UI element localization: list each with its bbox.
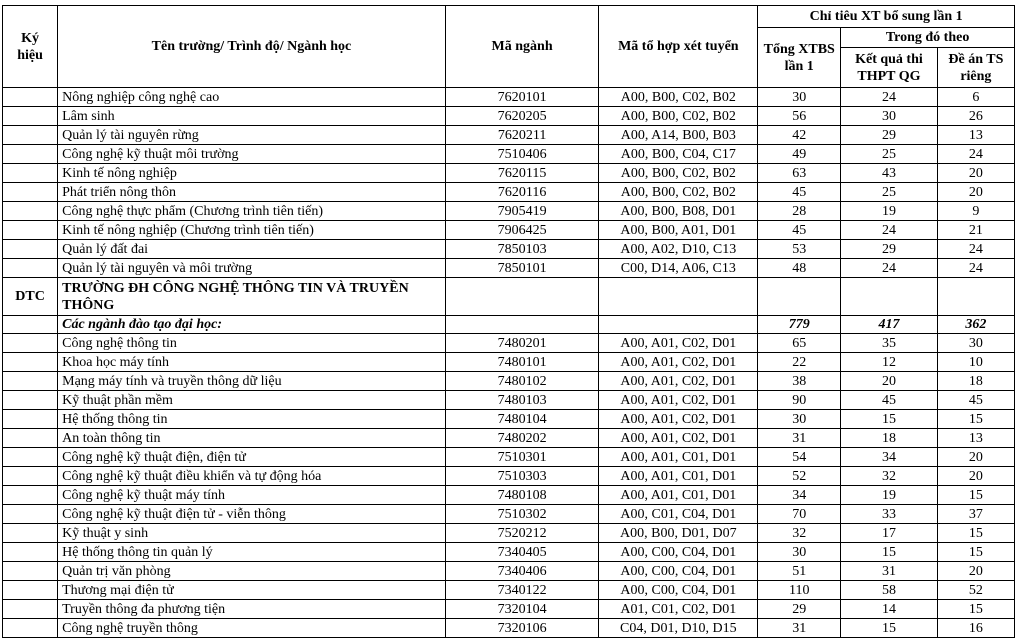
total-quota: 51 xyxy=(758,562,841,581)
program-name: Công nghệ truyền thông xyxy=(58,619,446,638)
program-code: 7480101 xyxy=(445,353,599,372)
subject-combination: A00, A01, C01, D01 xyxy=(599,486,758,505)
ky-hieu-cell xyxy=(3,448,58,467)
table-row xyxy=(3,259,1015,278)
exam-result-quota: 19 xyxy=(841,202,938,221)
own-scheme-quota: 24 xyxy=(937,259,1014,278)
table-row xyxy=(3,183,1015,202)
own-scheme-quota: 30 xyxy=(937,334,1014,353)
program-name: Quản lý tài nguyên và môi trường xyxy=(58,259,446,278)
table-header xyxy=(3,6,1015,88)
own-scheme-quota: 13 xyxy=(937,429,1014,448)
level-name: Các ngành đào tạo đại học: xyxy=(58,316,446,334)
exam-result-quota: 19 xyxy=(841,486,938,505)
program-code: 7480201 xyxy=(445,334,599,353)
own-scheme-quota: 15 xyxy=(937,486,1014,505)
total-quota: 38 xyxy=(758,372,841,391)
ky-hieu-cell xyxy=(3,391,58,410)
program-code: 7905419 xyxy=(445,202,599,221)
level-ma-cell xyxy=(445,316,599,334)
subject-combination: A00, A01, C02, D01 xyxy=(599,372,758,391)
program-code: 7620115 xyxy=(445,164,599,183)
program-name: Quản lý đất đai xyxy=(58,240,446,259)
level-tong: 779 xyxy=(758,316,841,334)
program-name: Thương mại điện tử xyxy=(58,581,446,600)
subject-combination: A00, B00, C02, B02 xyxy=(599,88,758,107)
table-row xyxy=(3,334,1015,353)
school-name: TRƯỜNG ĐH CÔNG NGHỆ THÔNG TIN VÀ TRUYỀN THÔNG xyxy=(58,278,446,316)
total-quota: 29 xyxy=(758,600,841,619)
exam-result-quota: 24 xyxy=(841,259,938,278)
ky-hieu-cell xyxy=(3,410,58,429)
program-name: Công nghệ kỹ thuật điều khiển và tự động hóa xyxy=(58,467,446,486)
program-code: 7620116 xyxy=(445,183,599,202)
table-row xyxy=(3,429,1015,448)
program-code: 7510406 xyxy=(445,145,599,164)
program-name: Truyền thông đa phương tiện xyxy=(58,600,446,619)
subject-combination: C00, D14, A06, C13 xyxy=(599,259,758,278)
subject-combination: A00, A01, C02, D01 xyxy=(599,410,758,429)
own-scheme-quota: 18 xyxy=(937,372,1014,391)
ky-hieu-cell xyxy=(3,619,58,638)
ky-hieu-cell xyxy=(3,107,58,126)
total-quota: 56 xyxy=(758,107,841,126)
subject-combination: A00, B00, C02, B02 xyxy=(599,107,758,126)
ky-hieu-cell xyxy=(3,543,58,562)
subject-combination: A00, A01, C02, D01 xyxy=(599,391,758,410)
exam-result-quota: 12 xyxy=(841,353,938,372)
program-name: Phát triển nông thôn xyxy=(58,183,446,202)
own-scheme-quota: 20 xyxy=(937,562,1014,581)
own-scheme-quota: 20 xyxy=(937,164,1014,183)
table-body-bottom xyxy=(3,334,1015,638)
ky-hieu-cell xyxy=(3,486,58,505)
subject-combination: A00, A01, C01, D01 xyxy=(599,467,758,486)
ky-hieu-cell xyxy=(3,202,58,221)
subject-combination: A00, C00, C04, D01 xyxy=(599,562,758,581)
program-name: Kỹ thuật phần mềm xyxy=(58,391,446,410)
subject-combination: A00, C00, C04, D01 xyxy=(599,581,758,600)
header-trong-do: Trong đó theo xyxy=(841,28,1015,48)
program-code: 7480104 xyxy=(445,410,599,429)
exam-result-quota: 17 xyxy=(841,524,938,543)
program-code: 7620211 xyxy=(445,126,599,145)
exam-result-quota: 35 xyxy=(841,334,938,353)
own-scheme-quota: 26 xyxy=(937,107,1014,126)
table-row xyxy=(3,524,1015,543)
table-row xyxy=(3,353,1015,372)
subject-combination: A00, A01, C02, D01 xyxy=(599,334,758,353)
table-row xyxy=(3,391,1015,410)
program-name: Công nghệ kỹ thuật môi trường xyxy=(58,145,446,164)
total-quota: 52 xyxy=(758,467,841,486)
own-scheme-quota: 20 xyxy=(937,448,1014,467)
exam-result-quota: 15 xyxy=(841,619,938,638)
program-code: 7906425 xyxy=(445,221,599,240)
exam-result-quota: 43 xyxy=(841,164,938,183)
total-quota: 30 xyxy=(758,88,841,107)
header-ma-to-hop: Mã tổ hợp xét tuyển xyxy=(599,6,758,88)
subject-combination: A00, A01, C02, D01 xyxy=(599,429,758,448)
ky-hieu-cell xyxy=(3,353,58,372)
subject-combination: A00, A02, D10, C13 xyxy=(599,240,758,259)
ky-hieu-cell xyxy=(3,334,58,353)
exam-result-quota: 24 xyxy=(841,221,938,240)
ky-hieu-cell xyxy=(3,221,58,240)
total-quota: 31 xyxy=(758,619,841,638)
exam-result-quota: 29 xyxy=(841,240,938,259)
program-code: 7320106 xyxy=(445,619,599,638)
ky-hieu-cell xyxy=(3,372,58,391)
exam-result-quota: 45 xyxy=(841,391,938,410)
header-chi-tieu: Chỉ tiêu XT bổ sung lần 1 xyxy=(758,6,1015,28)
own-scheme-quota: 37 xyxy=(937,505,1014,524)
total-quota: 63 xyxy=(758,164,841,183)
header-ten-truong: Tên trường/ Trình độ/ Ngành học xyxy=(58,6,446,88)
exam-result-quota: 31 xyxy=(841,562,938,581)
total-quota: 22 xyxy=(758,353,841,372)
subject-combination: A00, B00, A01, D01 xyxy=(599,221,758,240)
ky-hieu-cell xyxy=(3,524,58,543)
own-scheme-quota: 10 xyxy=(937,353,1014,372)
level-tohop-cell xyxy=(599,316,758,334)
header-de-an: Đề án TS riêng xyxy=(937,48,1014,88)
own-scheme-quota: 13 xyxy=(937,126,1014,145)
total-quota: 65 xyxy=(758,334,841,353)
ky-hieu-cell xyxy=(3,429,58,448)
exam-result-quota: 20 xyxy=(841,372,938,391)
subject-combination: A00, A01, C01, D01 xyxy=(599,448,758,467)
subject-combination: A00, B00, D01, D07 xyxy=(599,524,758,543)
program-code: 7510301 xyxy=(445,448,599,467)
level-code-cell xyxy=(3,316,58,334)
own-scheme-quota: 24 xyxy=(937,145,1014,164)
ky-hieu-cell xyxy=(3,581,58,600)
table-row xyxy=(3,562,1015,581)
program-code: 7320104 xyxy=(445,600,599,619)
table-row xyxy=(3,581,1015,600)
own-scheme-quota: 15 xyxy=(937,543,1014,562)
own-scheme-quota: 15 xyxy=(937,600,1014,619)
exam-result-quota: 29 xyxy=(841,126,938,145)
table-row xyxy=(3,145,1015,164)
subject-combination: A01, C01, C02, D01 xyxy=(599,600,758,619)
program-name: Công nghệ kỹ thuật máy tính xyxy=(58,486,446,505)
own-scheme-quota: 6 xyxy=(937,88,1014,107)
own-scheme-quota: 20 xyxy=(937,183,1014,202)
total-quota: 30 xyxy=(758,410,841,429)
own-scheme-quota: 20 xyxy=(937,467,1014,486)
total-quota: 48 xyxy=(758,259,841,278)
table-row xyxy=(3,505,1015,524)
ky-hieu-cell xyxy=(3,183,58,202)
program-name: Công nghệ kỹ thuật điện, điện tử xyxy=(58,448,446,467)
own-scheme-quota: 52 xyxy=(937,581,1014,600)
total-quota: 34 xyxy=(758,486,841,505)
header-ket-qua: Kết quả thi THPT QG xyxy=(841,48,938,88)
subject-combination: A00, C00, C04, D01 xyxy=(599,543,758,562)
program-name: Kỹ thuật y sinh xyxy=(58,524,446,543)
ky-hieu-cell xyxy=(3,88,58,107)
program-name: Mạng máy tính và truyền thông dữ liệu xyxy=(58,372,446,391)
table-row xyxy=(3,619,1015,638)
total-quota: 32 xyxy=(758,524,841,543)
subject-combination: A00, C01, C04, D01 xyxy=(599,505,758,524)
exam-result-quota: 24 xyxy=(841,88,938,107)
program-code: 7510302 xyxy=(445,505,599,524)
level-kq: 417 xyxy=(841,316,938,334)
own-scheme-quota: 16 xyxy=(937,619,1014,638)
ky-hieu-cell xyxy=(3,145,58,164)
program-name: Công nghệ thực phẩm (Chương trình tiên tiến) xyxy=(58,202,446,221)
program-name: Nông nghiệp công nghệ cao xyxy=(58,88,446,107)
school-row xyxy=(3,278,1015,316)
header-tong: Tổng XTBS lần 1 xyxy=(758,28,841,88)
program-code: 7340122 xyxy=(445,581,599,600)
program-name: Lâm sinh xyxy=(58,107,446,126)
subject-combination: A00, B00, C04, C17 xyxy=(599,145,758,164)
total-quota: 45 xyxy=(758,183,841,202)
total-quota: 53 xyxy=(758,240,841,259)
program-name: An toàn thông tin xyxy=(58,429,446,448)
subject-combination: A00, A14, B00, B03 xyxy=(599,126,758,145)
exam-result-quota: 15 xyxy=(841,543,938,562)
exam-result-quota: 34 xyxy=(841,448,938,467)
table-row xyxy=(3,202,1015,221)
own-scheme-quota: 15 xyxy=(937,410,1014,429)
total-quota: 49 xyxy=(758,145,841,164)
school-code: DTC xyxy=(3,278,58,316)
table-row xyxy=(3,126,1015,145)
level-da: 362 xyxy=(937,316,1014,334)
header-ma-nganh: Mã ngành xyxy=(445,6,599,88)
table-row xyxy=(3,600,1015,619)
table-row xyxy=(3,486,1015,505)
level-row xyxy=(3,316,1015,334)
subject-combination: A00, B00, B08, D01 xyxy=(599,202,758,221)
program-code: 7620205 xyxy=(445,107,599,126)
program-name: Công nghệ thông tin xyxy=(58,334,446,353)
exam-result-quota: 25 xyxy=(841,145,938,164)
ky-hieu-cell xyxy=(3,240,58,259)
school-da-cell xyxy=(937,278,1014,316)
table-row xyxy=(3,448,1015,467)
total-quota: 54 xyxy=(758,448,841,467)
exam-result-quota: 32 xyxy=(841,467,938,486)
table-body-school xyxy=(3,278,1015,334)
school-tong-cell xyxy=(758,278,841,316)
exam-result-quota: 33 xyxy=(841,505,938,524)
total-quota: 42 xyxy=(758,126,841,145)
subject-combination: A00, B00, C02, B02 xyxy=(599,183,758,202)
school-tohop-cell xyxy=(599,278,758,316)
program-code: 7340406 xyxy=(445,562,599,581)
total-quota: 90 xyxy=(758,391,841,410)
program-code: 7850101 xyxy=(445,259,599,278)
table-row xyxy=(3,88,1015,107)
subject-combination: A00, A01, C02, D01 xyxy=(599,353,758,372)
admission-quota-table xyxy=(2,5,1015,638)
total-quota: 70 xyxy=(758,505,841,524)
exam-result-quota: 25 xyxy=(841,183,938,202)
program-name: Kinh tế nông nghiệp (Chương trình tiên tiến) xyxy=(58,221,446,240)
exam-result-quota: 14 xyxy=(841,600,938,619)
table-row xyxy=(3,107,1015,126)
table-body-top xyxy=(3,88,1015,278)
ky-hieu-cell xyxy=(3,126,58,145)
ky-hieu-cell xyxy=(3,600,58,619)
subject-combination: A00, B00, C02, B02 xyxy=(599,164,758,183)
exam-result-quota: 58 xyxy=(841,581,938,600)
table-row xyxy=(3,543,1015,562)
total-quota: 30 xyxy=(758,543,841,562)
program-name: Kinh tế nông nghiệp xyxy=(58,164,446,183)
program-code: 7340405 xyxy=(445,543,599,562)
own-scheme-quota: 15 xyxy=(937,524,1014,543)
own-scheme-quota: 21 xyxy=(937,221,1014,240)
table-row xyxy=(3,240,1015,259)
own-scheme-quota: 9 xyxy=(937,202,1014,221)
table-row xyxy=(3,221,1015,240)
table-row xyxy=(3,467,1015,486)
program-code: 7510303 xyxy=(445,467,599,486)
program-code: 7480102 xyxy=(445,372,599,391)
table-row xyxy=(3,164,1015,183)
ky-hieu-cell xyxy=(3,562,58,581)
header-ky-hieu: Ký hiệu xyxy=(3,6,58,88)
program-name: Công nghệ kỹ thuật điện tử - viễn thông xyxy=(58,505,446,524)
program-name: Hệ thống thông tin quản lý xyxy=(58,543,446,562)
table-row xyxy=(3,410,1015,429)
total-quota: 31 xyxy=(758,429,841,448)
school-ma-cell xyxy=(445,278,599,316)
exam-result-quota: 15 xyxy=(841,410,938,429)
program-code: 7480108 xyxy=(445,486,599,505)
total-quota: 28 xyxy=(758,202,841,221)
ky-hieu-cell xyxy=(3,467,58,486)
own-scheme-quota: 45 xyxy=(937,391,1014,410)
program-name: Hệ thống thông tin xyxy=(58,410,446,429)
table-row xyxy=(3,372,1015,391)
program-name: Khoa học máy tính xyxy=(58,353,446,372)
school-kq-cell xyxy=(841,278,938,316)
program-name: Quản lý tài nguyên rừng xyxy=(58,126,446,145)
program-code: 7620101 xyxy=(445,88,599,107)
exam-result-quota: 30 xyxy=(841,107,938,126)
admission-table-document xyxy=(2,5,1015,638)
program-code: 7480103 xyxy=(445,391,599,410)
program-code: 7850103 xyxy=(445,240,599,259)
program-name: Quản trị văn phòng xyxy=(58,562,446,581)
total-quota: 110 xyxy=(758,581,841,600)
own-scheme-quota: 24 xyxy=(937,240,1014,259)
program-code: 7520212 xyxy=(445,524,599,543)
ky-hieu-cell xyxy=(3,505,58,524)
exam-result-quota: 18 xyxy=(841,429,938,448)
total-quota: 45 xyxy=(758,221,841,240)
program-code: 7480202 xyxy=(445,429,599,448)
ky-hieu-cell xyxy=(3,259,58,278)
subject-combination: C04, D01, D10, D15 xyxy=(599,619,758,638)
ky-hieu-cell xyxy=(3,164,58,183)
